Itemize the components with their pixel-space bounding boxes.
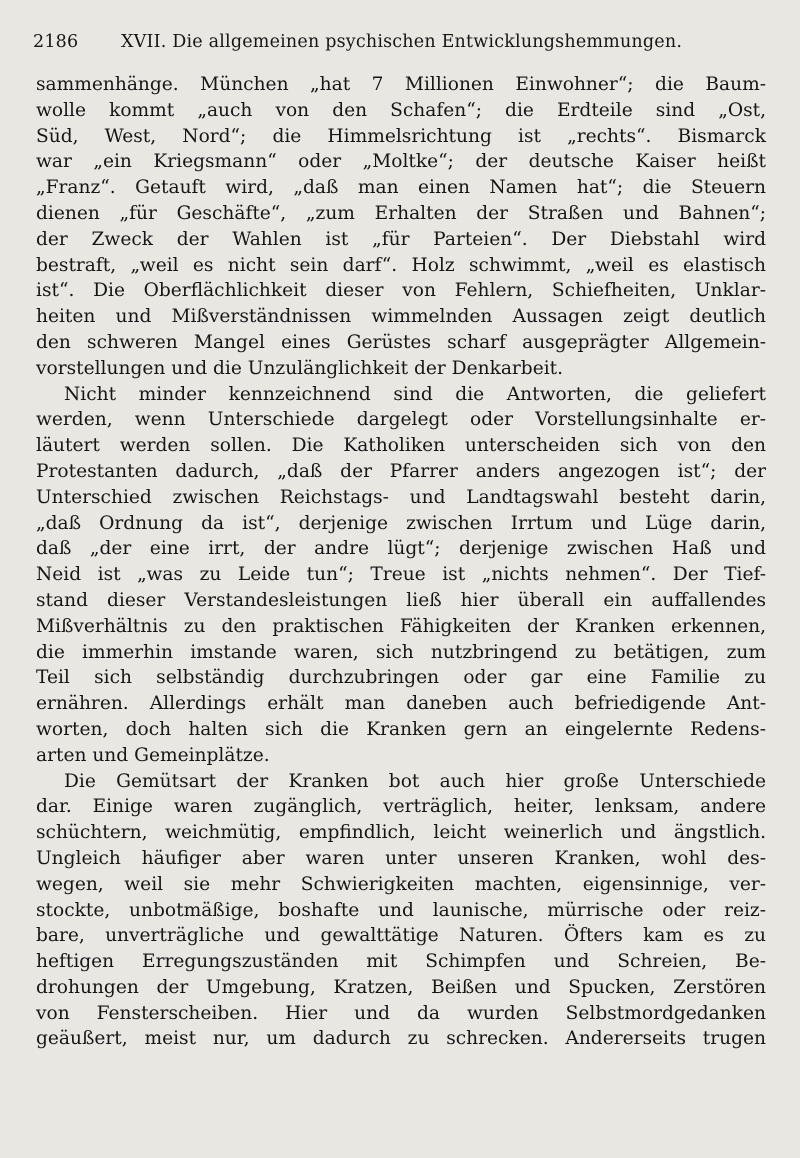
text-line: sammenhänge. München „hat 7 Millionen Einwohner“; die Baum- [36,74,766,95]
text-line: arten und Gemeinplätze. [36,744,270,766]
running-title: XVII. Die allgemeinen psychischen Entwicklungshemmungen. [121,32,683,52]
text-line: Süd, West, Nord“; die Himmelsrichtung ist „rechts“. Bismarck [36,125,766,147]
text-line: Teil sich selbständig durchzubringen oder gar eine Familie zu [36,667,766,689]
text-line: drohungen der Umgebung, Kratzen, Beißen und Spucken, Zerstören [36,976,766,998]
text-line: dienen „für Geschäfte“, „zum Erhalten der Straßen und Bahnen“; [36,202,766,224]
text-line: läutert werden sollen. Die Katholiken unterscheiden sich von den [36,435,766,457]
paragraph-first-line: Nicht minder kennzeichnend sind die Antworten, die geliefert [64,383,766,405]
text-line: geäußert, meist nur, um dadurch zu schrecken. Andererseits trugen [36,1028,766,1050]
text-line: daß „der eine irrt, der andre lügt“; derjenige zwischen Haß und [36,538,766,560]
text-line: heiten und Mißverständnissen wimmelnden Aussagen zeigt deutlich [36,306,766,328]
text-line: schüchtern, weichmütig, empfindlich, leicht weinerlich und ängstlich. [36,822,766,844]
text-line: der Zweck der Wahlen ist „für Parteien“. Der Diebstahl wird [36,228,766,250]
text-line: vorstellungen und die Unzulänglichkeit der Denkarbeit. [36,357,564,379]
text-line: bare, unverträgliche und gewalttätige Naturen. Öfters kam es zu [36,925,766,947]
text-line: werden, wenn Unterschiede dargelegt oder Vorstellungsinhalte er- [36,409,766,431]
text-line: dar. Einige waren zugänglich, verträglich, heiter, lenksam, andere [36,796,766,818]
text-line: ist“. Die Oberflächlichkeit dieser von Fehlern, Schiefheiten, Unklar- [36,280,766,302]
text-line: Neid ist „was zu Leide tun“; Treue ist „nichts nehmen“. Der Tief- [36,564,766,586]
text-line: „Franz“. Getauft wird, „daß man einen Namen hat“; die Steuern [36,177,766,199]
text-line: wegen, weil sie mehr Schwierigkeiten machten, eigensinnige, ver- [36,873,766,895]
text-line: heftigen Erregungszuständen mit Schimpfen und Schreien, Be- [36,951,766,973]
text-line: stockte, unbotmäßige, boshafte und launische, mürrische oder reiz- [36,899,766,921]
text-line: Mißverhältnis zu den praktischen Fähigkeiten der Kranken erkennen, [36,615,766,637]
text-line: wolle kommt „auch von den Schafen“; die Erdteile sind „Ost, [36,99,766,121]
text-line: stand dieser Verstandesleistungen ließ hier überall ein auffallendes [36,589,766,611]
running-header [33,32,768,62]
text-line: ernähren. Allerdings erhält man daneben auch befriedigende Ant- [36,693,766,715]
text-line: „daß Ordnung da ist“, derjenige zwischen Irrtum und Lüge darin, [36,512,766,534]
text-line: bestraft, „weil es nicht sein darf“. Holz schwimmt, „weil es elastisch [36,254,766,276]
text-line: die immerhin imstande waren, sich nutzbringend zu betätigen, zum [36,641,766,663]
text-line: Protestanten dadurch, „daß der Pfarrer anders angezogen ist“; der [36,460,766,482]
text-line: von Fensterscheiben. Hier und da wurden Selbstmordgedanken [36,1002,766,1024]
text-line: Ungleich häufiger aber waren unter unseren Kranken, wohl des- [36,847,766,869]
page-number: 2186 [33,32,79,52]
paragraph-first-line: Die Gemütsart der Kranken bot auch hier große Unterschiede [64,770,766,792]
text-line: Unterschied zwischen Reichstags- und Landtagswahl besteht darin, [36,486,766,508]
body-text [36,72,766,1052]
text-line: war „ein Kriegsmann“ oder „Moltke“; der deutsche Kaiser heißt [36,151,766,173]
text-line: worten, doch halten sich die Kranken gern an eingelernte Redens- [36,718,766,740]
text-line: den schweren Mangel eines Gerüstes scharf ausgeprägter Allgemein- [36,331,766,353]
